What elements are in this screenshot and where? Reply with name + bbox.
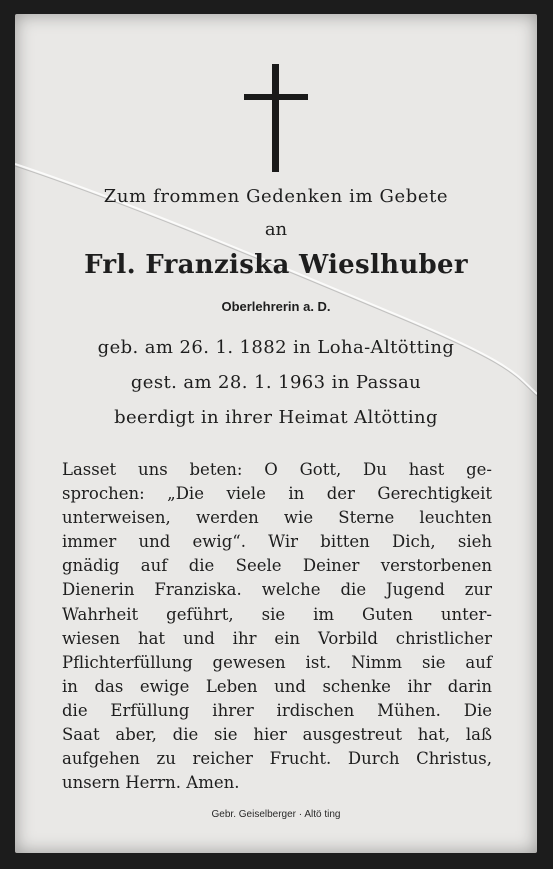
prayer-line: unterweisen, werden wie Sterne leuchten [62,508,492,528]
dedication-line: Zum frommen Gedenken im Gebete [103,186,449,207]
latin-cross-icon [244,64,308,172]
dedication-an: an [264,219,288,240]
prayer-line: Lasset uns beten: O Gott, Du hast ge- [62,460,492,479]
prayer-line: in das ewige Leben und schenke ihr darin [62,676,492,696]
prayer-line: unsern Herrn. Amen. [62,773,240,793]
deceased-title: Oberlehrerin a. D. [221,299,331,314]
prayer-line: gnädig auf die Seele Deiner verstorbenen [62,556,492,576]
birth-line: geb. am 26. 1. 1882 in Loha-Altötting [97,337,455,358]
prayer-line: Pflichterfüllung gewesen ist. Nimm sie auf [62,652,492,672]
prayer-line: aufgehen zu reicher Frucht. Durch Christus, [62,749,492,769]
card-paper [15,14,537,853]
burial-line: beerdigt in ihrer Heimat Altötting [114,407,438,428]
prayer-line: Wahrheit geführt, sie im Guten unter- [62,604,492,624]
prayer-line: wiesen hat und ihr ein Vorbild christlicher [62,628,492,648]
printer-credit: Gebr. Geiselberger · Altö ting [211,809,341,820]
prayer-line: die Erfüllung ihrer irdischen Mühen. Die [62,700,492,720]
deceased-name: Frl. Franziska Wieslhuber [84,250,468,280]
prayer-line: sprochen: „Die viele in der Gerechtigkeit [62,484,492,504]
prayer-line: Saat aber, die sie hier ausgestreut hat, laß [62,725,492,745]
death-line: gest. am 28. 1. 1963 in Passau [130,372,422,393]
prayer-text [62,458,492,795]
prayer-line: immer und ewig“. Wir bitten Dich, sieh [62,532,492,552]
prayer-line: Dienerin Franziska. welche die Jugend zur [62,580,492,600]
